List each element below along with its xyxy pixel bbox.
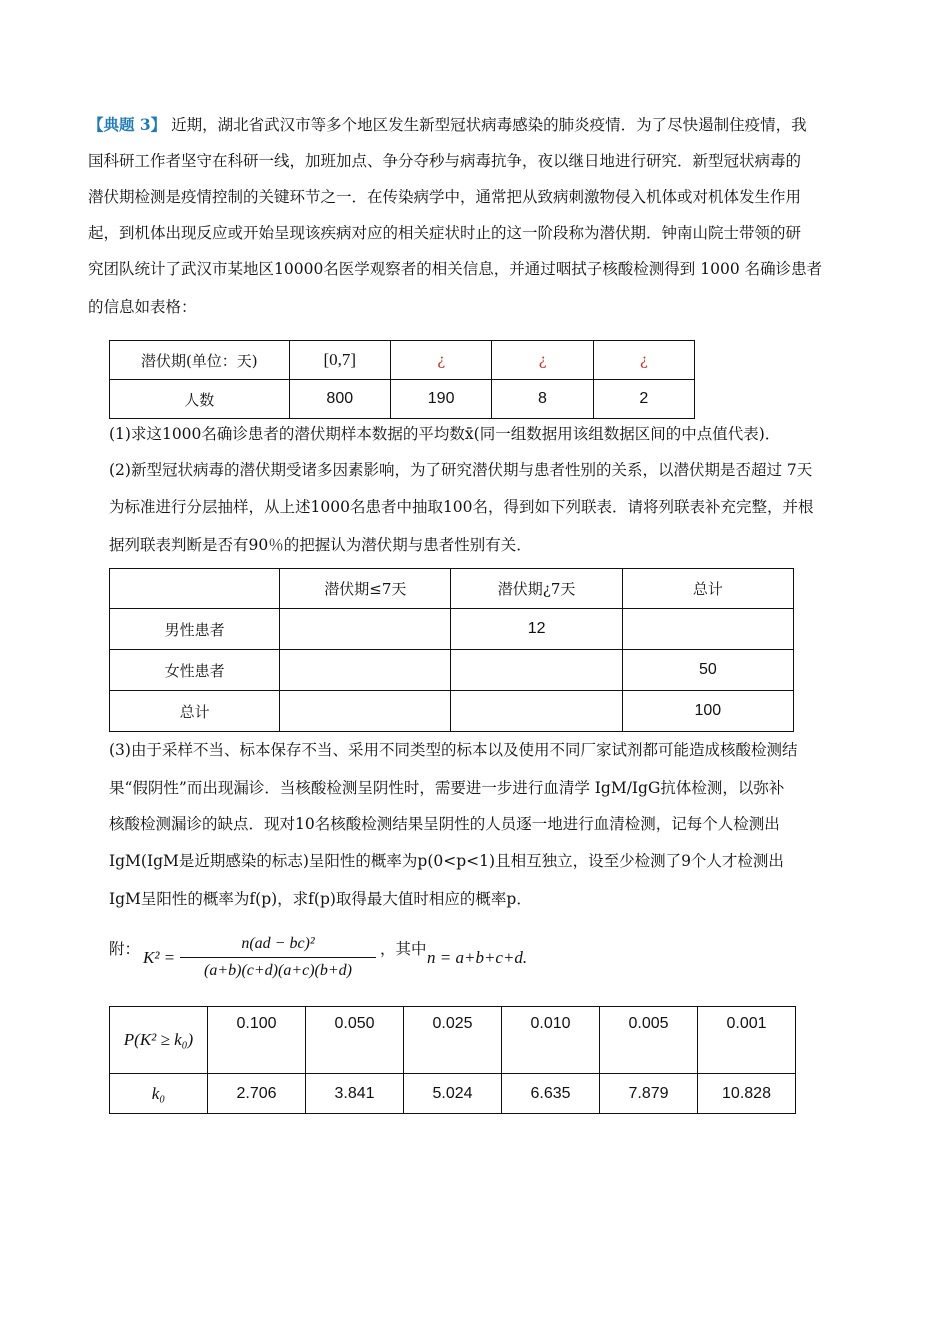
- male-gt7-cell: 12: [451, 609, 622, 650]
- k-value-6: 10.828: [698, 1074, 796, 1114]
- fraction-bar: [180, 957, 376, 958]
- intro-line-5: 究团队统计了武汉市某地区10000名医学观察者的相关信息，并通过咽拭子核酸检测得到 1000 名确诊患者: [88, 260, 823, 278]
- interval-cell-3: ¿: [492, 341, 593, 380]
- grand-total-cell: 100: [622, 691, 793, 732]
- count-cell-4: 2: [593, 380, 694, 419]
- formula-where: n = a+b+c+d.: [427, 948, 528, 967]
- female-gt7-cell: [451, 650, 622, 691]
- male-le7-cell: [280, 609, 451, 650]
- count-cell-2: 190: [390, 380, 491, 419]
- female-le7-cell: [280, 650, 451, 691]
- p-value-1: 0.100: [208, 1007, 306, 1074]
- formula-lhs: K² =: [143, 948, 176, 967]
- p-value-3: 0.025: [404, 1007, 502, 1074]
- k-value-5: 7.879: [600, 1074, 698, 1114]
- intro-line-6: 的信息如表格：: [88, 298, 197, 316]
- total-gt7-cell: [451, 691, 622, 732]
- interval-0-7: [0,7]: [289, 341, 390, 380]
- intro-line-3: 潜伏期检测是疫情控制的关键环节之一．在传染病学中，通常把从致病刺激物侵入机体或对机体发生作用: [88, 188, 802, 206]
- intro-line-4: 起，到机体出现反应或开始呈现该疾病对应的相关症状时止的这一阶段称为潜伏期．钟南山院士带领的研: [88, 224, 802, 242]
- question-1: (1)求这1000名确诊患者的潜伏期样本数据的平均数x̄(同一组数据用该组数据区间的中点值代表)．: [109, 425, 781, 443]
- p-label-cell: P(K² ≥ k₀): [110, 1007, 208, 1074]
- question-3-line-5: IgM呈阳性的概率为f(p)，求f(p)取得最大值时相应的概率p．: [109, 890, 532, 908]
- incubation-table: [109, 340, 695, 419]
- intro-text-1: 近期，湖北省武汉市等多个地区发生新型冠状病毒感染的肺炎疫情．为了尽快遏制住疫情，我: [171, 116, 807, 134]
- p-value-6: 0.001: [698, 1007, 796, 1074]
- row-total: 总计: [110, 691, 280, 732]
- col-le-7-days: 潜伏期≤7天: [280, 569, 451, 609]
- contingency-table: [109, 568, 794, 732]
- p-value-2: 0.050: [306, 1007, 404, 1074]
- formula-numerator: n(ad − bc)²: [241, 935, 315, 952]
- p-value-4: 0.010: [502, 1007, 600, 1074]
- count-cell-3: 8: [492, 380, 593, 419]
- critical-value-table: [109, 1006, 796, 1114]
- count-header-cell: 人数: [110, 380, 290, 419]
- row-male: 男性患者: [110, 609, 280, 650]
- intro-line-2: 国科研工作者坚守在科研一线，加班加点、争分夺秒与病毒抗争，夜以继日地进行研究．新型冠状病毒的: [88, 152, 802, 170]
- interval-cell-2: ¿: [390, 341, 491, 380]
- row-female: 女性患者: [110, 650, 280, 691]
- question-3-line-1: (3)由于采样不当、标本保存不当、采用不同类型的标本以及使用不同厂家试剂都可能造成核酸检测结: [109, 741, 798, 759]
- col-total: 总计: [622, 569, 793, 609]
- incubation-header-cell: 潜伏期(单位：天): [110, 341, 290, 380]
- formula-mid-text: ，其中: [380, 940, 427, 958]
- question-3-line-3: 核酸检测漏诊的缺点．现对10名核酸检测结果呈阴性的人员逐一地进行血清检测，记每个人检测出: [109, 815, 780, 833]
- question-2-line-3: 据列联表判断是否有90％的把握认为潜伏期与患者性别有关．: [109, 536, 532, 554]
- total-le7-cell: [280, 691, 451, 732]
- question-2-line-2: 为标准进行分层抽样，从上述1000名患者中抽取100名，得到如下列联表．请将列联表补充完整，并根: [109, 498, 814, 516]
- problem-tag: 【典题 3】: [88, 115, 167, 134]
- formula-denominator: (a+b)(c+d)(a+c)(b+d): [203, 962, 352, 979]
- k-value-3: 5.024: [404, 1074, 502, 1114]
- female-total-cell: 50: [622, 650, 793, 691]
- formula-fraction: [180, 932, 376, 983]
- k-value-1: 2.706: [208, 1074, 306, 1114]
- k-label-cell: k₀: [110, 1074, 208, 1114]
- question-3-line-2: 果“假阴性”而出现漏诊．当核酸检测呈阴性时，需要进一步进行血清学 IgM/IgG抗体检测，以弥补: [109, 779, 785, 797]
- count-cell-1: 800: [289, 380, 390, 419]
- k-value-4: 6.635: [502, 1074, 600, 1114]
- contingency-corner: [110, 569, 280, 609]
- interval-cell-4: ¿: [593, 341, 694, 380]
- intro-line-1: [88, 107, 864, 143]
- k-value-2: 3.841: [306, 1074, 404, 1114]
- question-2-line-1: (2)新型冠状病毒的潜伏期受诸多因素影响，为了研究潜伏期与患者性别的关系，以潜伏期是否超过 7天: [109, 461, 813, 479]
- question-3-line-4: IgM(IgM是近期感染的标志)呈阳性的概率为p(0<p<1)且相互独立，设至少检测了9个人才检测出: [109, 852, 784, 870]
- appendix-label: 附：: [109, 940, 141, 958]
- male-total-cell: [622, 609, 793, 650]
- p-value-5: 0.005: [600, 1007, 698, 1074]
- col-gt-7-days: 潜伏期¿7天: [451, 569, 622, 609]
